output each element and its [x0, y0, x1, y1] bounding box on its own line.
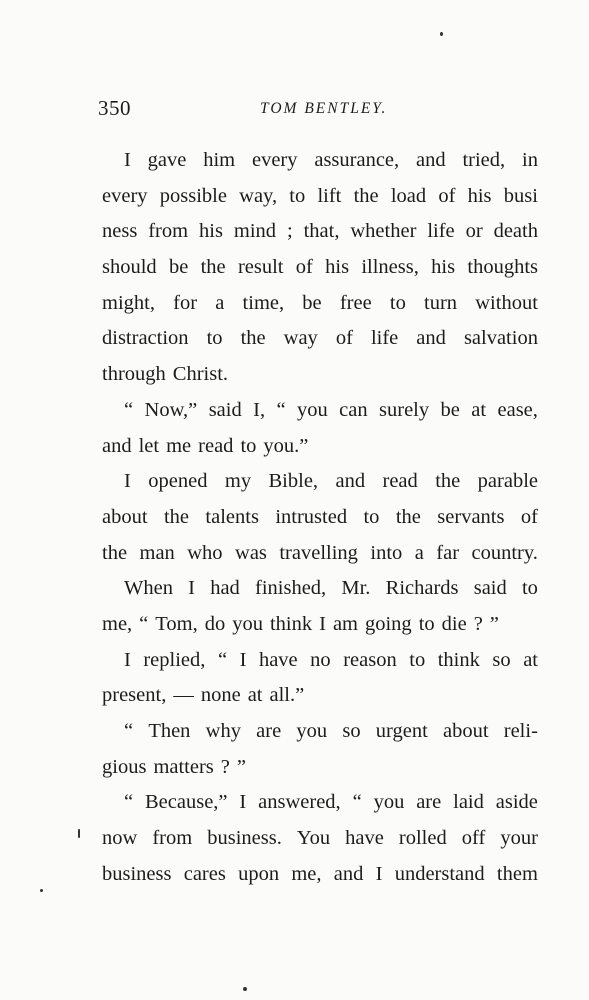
word: Christ. — [172, 363, 229, 386]
word: of — [520, 505, 538, 528]
word: the — [102, 541, 128, 564]
word: I — [124, 470, 131, 493]
word: gious — [102, 755, 147, 778]
text-line — [102, 393, 538, 429]
word: surely — [379, 398, 430, 421]
word: reason — [343, 648, 397, 671]
word: a — [414, 541, 424, 564]
word: said — [473, 577, 507, 600]
text-line — [102, 536, 538, 572]
word: for — [173, 291, 198, 314]
word: the — [163, 505, 189, 528]
word: and — [335, 470, 366, 493]
word: death — [493, 220, 538, 243]
word: die — [441, 612, 467, 635]
text-line — [102, 643, 538, 679]
word: Mr. — [341, 577, 371, 600]
word: had — [210, 577, 240, 600]
word: ” — [489, 612, 499, 635]
word: into — [370, 541, 403, 564]
word: ease, — [497, 398, 538, 421]
word: way, — [239, 184, 278, 207]
word: parable — [477, 470, 538, 493]
text-line — [102, 571, 538, 607]
word: lift — [317, 184, 342, 207]
body-text — [102, 143, 538, 892]
word: to — [389, 291, 406, 314]
word: to — [289, 184, 306, 207]
word: I — [188, 577, 195, 600]
word: no — [310, 648, 331, 671]
word: of — [295, 256, 313, 279]
word: you — [296, 720, 328, 742]
word: me — [166, 434, 192, 457]
word: and — [333, 862, 364, 885]
text-line — [102, 357, 538, 393]
word: aside — [495, 791, 538, 814]
word: them — [496, 862, 538, 885]
word: every — [102, 184, 148, 207]
word: from — [152, 827, 193, 850]
text-line — [102, 429, 538, 465]
page-header — [98, 96, 538, 126]
print-speck — [78, 829, 80, 838]
word: Now,” — [144, 398, 198, 421]
word: business — [102, 862, 172, 885]
word: let — [138, 434, 160, 457]
word: I — [319, 612, 326, 635]
word: every — [251, 149, 298, 171]
word: his — [431, 256, 456, 279]
word: at — [523, 648, 538, 671]
word: illness, — [361, 256, 419, 279]
page-number: 350 — [98, 96, 131, 120]
word: “ — [124, 791, 134, 814]
word: I — [124, 149, 131, 171]
word: present, — [102, 684, 167, 707]
word: now — [102, 827, 138, 850]
word: without — [475, 291, 538, 314]
word: I — [124, 648, 131, 671]
word: his — [467, 184, 492, 207]
word: and — [416, 327, 446, 350]
word: the — [200, 256, 226, 279]
word: I — [239, 791, 247, 814]
word: you — [232, 612, 263, 635]
word: cares — [183, 862, 226, 885]
word: do — [204, 612, 226, 635]
word: busi — [503, 184, 538, 207]
word: of — [335, 327, 353, 350]
word: going — [364, 612, 412, 635]
word: the — [395, 505, 421, 528]
word: off — [461, 827, 486, 850]
word: about — [443, 720, 489, 742]
word: his — [325, 256, 350, 279]
word: you.” — [263, 434, 309, 457]
word: your — [500, 827, 538, 850]
word: are — [256, 720, 282, 742]
word: why — [205, 720, 241, 742]
word: me, — [102, 612, 133, 635]
text-line — [102, 678, 538, 714]
word: to — [418, 612, 435, 635]
word: “ — [352, 791, 362, 814]
word: replied, — [143, 648, 206, 671]
word: gave — [147, 149, 187, 171]
text-line — [102, 321, 538, 357]
word: “ — [276, 398, 286, 421]
word: at — [247, 684, 263, 707]
word: business. — [207, 827, 282, 850]
word: his — [199, 220, 223, 243]
word: so — [492, 648, 511, 671]
word: mind — [233, 220, 277, 243]
word: you — [373, 791, 405, 814]
word: talents — [205, 505, 259, 528]
text-line — [102, 179, 538, 215]
word: of — [438, 184, 456, 207]
word: the — [353, 184, 379, 207]
text-line — [102, 143, 538, 179]
word: “ — [124, 720, 134, 742]
word: result — [237, 256, 284, 279]
word: tried, — [462, 149, 506, 171]
text-line — [102, 607, 538, 643]
word: can — [339, 398, 368, 421]
word: time, — [242, 291, 285, 314]
word: servants — [437, 505, 505, 528]
text-line — [102, 821, 538, 857]
word: my — [224, 470, 252, 493]
word: to — [409, 648, 426, 671]
word: “ — [124, 398, 134, 421]
word: way — [283, 327, 318, 350]
word: all.” — [269, 684, 305, 707]
word: and — [102, 434, 132, 457]
word: be — [440, 398, 460, 421]
word: “ — [139, 612, 149, 635]
word: free — [339, 291, 372, 314]
word: him — [203, 149, 236, 171]
word: be — [168, 256, 189, 279]
word: reli- — [503, 720, 538, 742]
text-line — [102, 750, 538, 786]
word: read — [198, 434, 234, 457]
word: so — [342, 720, 361, 742]
word: have — [345, 827, 384, 850]
word: life — [427, 220, 455, 243]
word: When — [124, 577, 173, 600]
text-line — [102, 464, 538, 500]
word: I — [239, 648, 247, 671]
word: said — [208, 398, 242, 421]
word: upon — [238, 862, 280, 885]
word: turn — [424, 291, 458, 314]
word: answered, — [258, 791, 341, 814]
word: man — [139, 541, 175, 564]
word: in — [522, 149, 538, 171]
print-speck — [440, 32, 443, 36]
word: travelling — [279, 541, 358, 564]
word: you — [297, 398, 328, 421]
word: Richards — [385, 577, 459, 600]
word: who — [187, 541, 223, 564]
word: the — [435, 470, 461, 493]
text-line — [102, 500, 538, 536]
word: matters — [153, 755, 214, 778]
word: through — [102, 363, 166, 386]
print-speck — [243, 987, 247, 991]
word: I — [375, 862, 383, 885]
word: might, — [102, 291, 155, 314]
word: to — [240, 434, 257, 457]
word: or — [465, 220, 483, 243]
text-line — [102, 785, 538, 821]
word: intrusted — [275, 505, 348, 528]
word: You — [296, 827, 331, 850]
word: far — [436, 541, 460, 564]
word: are — [416, 791, 442, 814]
word: and — [416, 149, 446, 171]
word: Then — [148, 720, 191, 742]
text-line — [102, 857, 538, 893]
word: opened — [148, 470, 208, 493]
word: should — [102, 256, 157, 279]
word: urgent — [375, 720, 428, 742]
word: me, — [291, 862, 322, 885]
word: think — [437, 648, 480, 671]
word: ? — [220, 755, 230, 778]
word: finished, — [255, 577, 327, 600]
word: read — [382, 470, 418, 493]
word: am — [332, 612, 358, 635]
text-line — [102, 714, 538, 750]
text-line — [102, 250, 538, 286]
word: salvation — [463, 327, 538, 350]
word: assurance, — [314, 149, 400, 171]
word: rolled — [398, 827, 447, 850]
word: to — [363, 505, 380, 528]
word: Tom, — [155, 612, 198, 635]
text-line — [102, 286, 538, 322]
word: I, — [253, 398, 266, 421]
word: Because,” — [145, 791, 228, 814]
word: from — [148, 220, 189, 243]
word: ? — [473, 612, 483, 635]
word: — — [173, 684, 194, 707]
word: country. — [471, 541, 538, 564]
text-line — [102, 214, 538, 250]
word: thoughts — [467, 256, 538, 279]
word: ; — [286, 220, 293, 243]
word: whether — [350, 220, 417, 243]
word: to — [206, 327, 223, 350]
word: Bible, — [268, 470, 319, 493]
word: distraction — [102, 327, 189, 350]
word: that, — [303, 220, 340, 243]
word: possible — [159, 184, 227, 207]
word: load — [390, 184, 427, 207]
word: ness — [102, 220, 138, 243]
word: “ — [217, 648, 228, 671]
word: at — [471, 398, 487, 421]
word: was — [235, 541, 267, 564]
word: to — [521, 577, 538, 600]
running-title: TOM BENTLEY. — [260, 100, 388, 117]
word: be — [302, 291, 322, 314]
word: ” — [236, 755, 246, 778]
word: think — [269, 612, 313, 635]
word: life — [370, 327, 399, 350]
word: about — [102, 505, 148, 528]
word: have — [258, 648, 298, 671]
word: none — [200, 684, 241, 707]
word: a — [215, 291, 225, 314]
word: laid — [453, 791, 484, 814]
print-speck — [40, 889, 43, 892]
word: the — [240, 327, 266, 350]
word: understand — [394, 862, 485, 885]
